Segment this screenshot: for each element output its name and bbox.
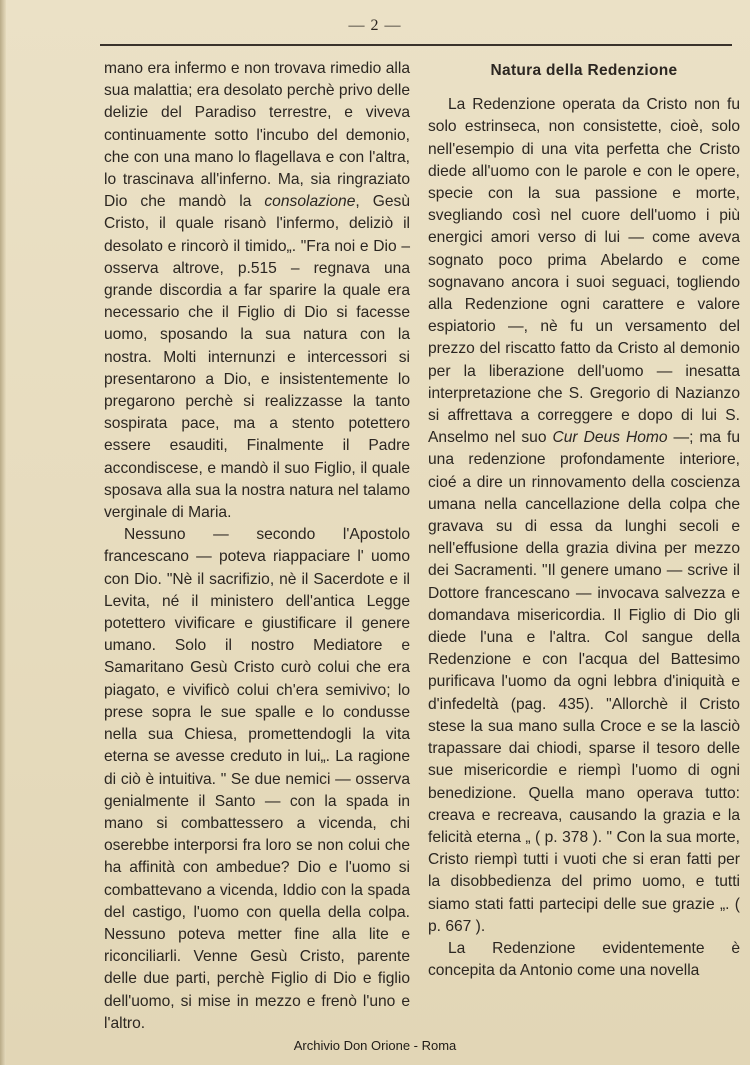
left-paragraph-1-start: mano era infermo e non trovava rimedio alla sua malattia; era desolato perchè privo delle delizie del Paradiso terrestre, e viveva continuamente sotto l'incubo del demonio, che con una mano lo flagellava e con l'altra, lo trascinava all'inferno. Ma, sia ringraziato Dio che mandò la <box>104 60 410 211</box>
book-title: Cur Deus Homo <box>552 429 668 447</box>
right-paragraph-1-start: La Redenzione operata da Cristo non fu solo estrinseca, non consistette, cioè, solo nell'esempio di una vita perfetta che Cristo diede all'uomo con le parole e con le opere, specie con la sua passione e morte, svegliando così nel cuore dell'uomo i più energici amori verso di lui — come aveva sognato poco prima Abelardo e come sognavano ancora i suoi seguaci, togliendo alla Redenzione ogni carattere e valore espiatorio —, nè fu un versamento del prezzo del riscatto fatto da Cristo al demonio per la liberazione dell'uomo — inesatta interpretazione che S. Gregorio di Nazianzo si affrettava a correggere e dopo di lui S. Anselmo nel suo <box>428 96 740 447</box>
right-paragraph-1 <box>428 94 740 938</box>
left-paragraph-1-end: , Gesù Cristo, il quale risanò l'infermo, deliziò il desolato e rincorò il timido„. "Fra noi e Dio – osserva altrove, p.515 – regnava una grande discordia a far sparire la quale era necessario che il Figlio di Dio si facesse uomo, sposando la sua natura con la nostra. Molti internunzi e intercessori si presentarono a Dio, e insistentemente lo pregarono perchè si realizzasse la tanto sospirata pace, ma a stento potettero essere esauditi, Finalmente il Padre accondiscese, e mandò il suo Figlio, il quale sposava alla sua la nostra natura nel talamo verginale di Maria. <box>104 193 411 522</box>
right-paragraph-2: La Redenzione evidentemente è concepita da Antonio come una novella <box>428 939 740 980</box>
left-paragraph-2: Nessuno — secondo l'Apostolo francescano — poteva riappaciare l' uomo con Dio. "Nè il sacrifizio, nè il Sacerdote e il Levita, né il ministero dell'antica Legge potettero vivificare e giustificare il genere umano. Solo il nostro Mediatore e Samaritano Gesù Cristo curò colui che era piagato, e vivificò colui ch'era semivivo; lo prese sopra le sue spalle e lo condusse nella sua Chiesa, promettendogli la vita eterna se avesse creduto in lui„. La ragione di ciò è intuitiva. " Se due nemici — osserva genialmente il Santo — con la spada in mano si combattessero a vicenda, chi oserebbe interporsi fra loro se non colui che ha affinità con ambedue? Dio e l'uomo si combattevano a vicenda, Iddio con la spada del castigo, l'uomo con quella della colpa. Nessuno poteva metter fine alla lite e riconciliarli. Venne Gesù Cristo, parente delle due parti, perchè Figlio di Dio e figlio dell'uomo, si mise in mezzo e frenò l'uno e l'altro. <box>104 526 410 1032</box>
header-rule <box>100 44 732 46</box>
left-column <box>104 58 410 1035</box>
emphasized-word: consolazione <box>264 193 356 211</box>
left-paragraph-1 <box>104 58 410 524</box>
archive-footer: Archivio Don Orione - Roma <box>293 1038 457 1053</box>
right-paragraph-1-end: —; ma fu una redenzione profondamente interiore, cioé a dire un rinnovamento della coscienza umana nella cancellazione della colpa che gravava su di essa da lunghi secoli e nell'effusione della grazia divina per mezzo dei Sacramenti. "Il genere umano — scrive il Dottore francescano — invocava salvezza e domandava misericordia. Il Figlio di Dio gli diede l'una e l'altra. Col sangue della Redenzione e con l'acqua del Battesimo purificava l'uomo da ogni lebbra d'iniquità e d'infedeltà (pag. 435). "Allorchè il Cristo stese la sua mano sulla Croce e se la lasciò trapassare dai chiodi, sparse il tesoro delle sue misericordie e riempì l'uomo di ogni benedizione. Quella mano operava tutto: creava e recreava, causando la grazia e la felicità eterna „ ( p. 378 ). " Con la sua morte, Cristo riempì tutti i vuoti che si eran fatti per la disobbedienza del primo uomo, e tutti siamo stati fatti partecipi delle sue grazie „. ( p. 667 ). <box>428 429 741 935</box>
section-title: Natura della Redenzione <box>490 62 678 79</box>
page-number: — 2 — <box>348 17 402 34</box>
right-column <box>428 58 740 982</box>
page-edge-shadow <box>0 0 6 1065</box>
